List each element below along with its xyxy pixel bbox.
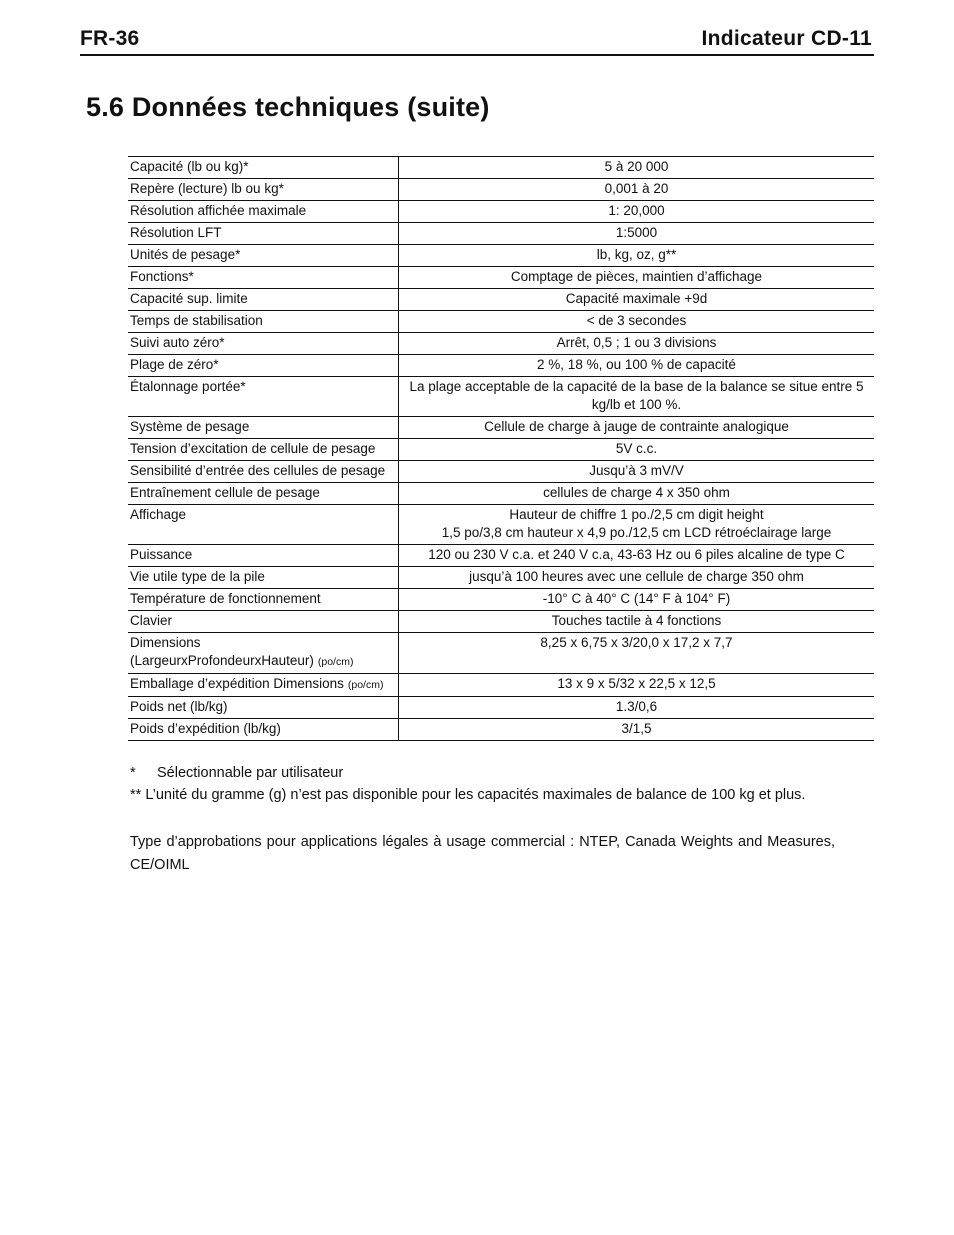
spec-row <box>128 377 874 417</box>
spec-value: -10° C à 40° C (14° F à 104° F) <box>399 589 875 611</box>
page-number: FR-36 <box>80 27 140 50</box>
spec-label-cell <box>128 333 399 355</box>
spec-value: 3/1,5 <box>399 719 875 741</box>
spec-label: Repère (lecture) lb ou kg* <box>130 181 284 196</box>
spec-value: 0,001 à 20 <box>399 179 875 201</box>
spec-label: Affichage <box>130 507 187 522</box>
spec-label-cell <box>128 223 399 245</box>
spec-row <box>128 719 874 741</box>
spec-row <box>128 417 874 439</box>
spec-value: 8,25 x 6,75 x 3/20,0 x 17,2 x 7,7 <box>399 633 875 674</box>
spec-row <box>128 333 874 355</box>
spec-label: Puissance <box>130 547 193 562</box>
spec-value: 120 ou 230 V c.a. et 240 V c.a, 43-63 Hz ou 6 piles alcaline de type C <box>399 545 875 567</box>
footnote-text: Sélectionnable par utilisateur <box>157 765 344 781</box>
spec-label-cell <box>128 483 399 505</box>
spec-label-cell <box>128 201 399 223</box>
spec-label-cell <box>128 461 399 483</box>
spec-row <box>128 355 874 377</box>
spec-row <box>128 483 874 505</box>
spec-label: Vie utile type de la pile <box>130 569 265 584</box>
specifications-table <box>128 156 874 741</box>
spec-value: Arrêt, 0,5 ; 1 ou 3 divisions <box>399 333 875 355</box>
spec-label-cell <box>128 674 399 697</box>
spec-value: 5V c.c. <box>399 439 875 461</box>
spec-row <box>128 157 874 179</box>
spec-label: Temps de stabilisation <box>130 313 263 328</box>
spec-label: Tension d’excitation de cellule de pesage <box>130 441 376 456</box>
footnotes <box>130 762 870 806</box>
spec-label: Poids d’expédition (lb/kg) <box>130 721 281 736</box>
spec-row <box>128 289 874 311</box>
spec-label: Fonctions* <box>130 269 194 284</box>
spec-value: 1.3/0,6 <box>399 697 875 719</box>
spec-label: Dimensions (LargeurxProfondeurxHauteur) <box>130 635 314 668</box>
spec-row <box>128 505 874 545</box>
spec-label: Température de fonctionnement <box>130 591 321 606</box>
spec-value: Touches tactile à 4 fonctions <box>399 611 875 633</box>
spec-label-cell <box>128 355 399 377</box>
spec-row <box>128 267 874 289</box>
spec-label-unit: (po/cm) <box>317 656 354 668</box>
spec-value: cellules de charge 4 x 350 ohm <box>399 483 875 505</box>
spec-label-cell <box>128 697 399 719</box>
spec-row <box>128 179 874 201</box>
spec-label: Unités de pesage* <box>130 247 241 262</box>
footnote <box>130 784 870 806</box>
spec-label-cell <box>128 311 399 333</box>
spec-value: lb, kg, oz, g** <box>399 245 875 267</box>
spec-label-cell <box>128 267 399 289</box>
spec-label-cell <box>128 157 399 179</box>
spec-row <box>128 545 874 567</box>
spec-row <box>128 589 874 611</box>
page-header <box>80 24 874 56</box>
spec-value: 13 x 9 x 5/32 x 22,5 x 12,5 <box>399 674 875 697</box>
spec-label: Étalonnage portée* <box>130 379 246 394</box>
spec-row <box>128 201 874 223</box>
spec-label-unit: (po/cm) <box>347 679 384 691</box>
spec-label-cell <box>128 567 399 589</box>
spec-label-cell <box>128 633 399 674</box>
spec-value: Comptage de pièces, maintien d’affichage <box>399 267 875 289</box>
footnote-marker: * <box>130 765 136 781</box>
approvals-text: Type d’approbations pour applications légales à usage commercial : NTEP, Canada Weights and Measures, CE/OIML <box>130 834 835 873</box>
spec-label: Emballage d’expédition Dimensions <box>130 676 344 691</box>
spec-label: Système de pesage <box>130 419 250 434</box>
spec-value: Jusqu’à 3 mV/V <box>399 461 875 483</box>
spec-label: Entraînement cellule de pesage <box>130 485 320 500</box>
spec-value: 1: 20,000 <box>399 201 875 223</box>
spec-label-cell <box>128 179 399 201</box>
spec-label: Clavier <box>130 613 173 628</box>
spec-label: Suivi auto zéro* <box>130 335 225 350</box>
footnote-text: L’unité du gramme (g) n’est pas disponible pour les capacités maximales de balance de 100 kg et plus. <box>145 787 806 803</box>
spec-label-cell <box>128 545 399 567</box>
spec-row <box>128 461 874 483</box>
spec-label-cell <box>128 245 399 267</box>
document-title: Indicateur CD-11 <box>701 27 872 50</box>
spec-label-cell <box>128 589 399 611</box>
spec-row <box>128 311 874 333</box>
spec-label-cell <box>128 417 399 439</box>
spec-row <box>128 697 874 719</box>
spec-label: Poids net (lb/kg) <box>130 699 228 714</box>
spec-label: Résolution LFT <box>130 225 222 240</box>
spec-row <box>128 633 874 674</box>
specifications-table-body <box>128 157 874 741</box>
spec-row <box>128 611 874 633</box>
section-title: 5.6 Données techniques (suite) <box>86 92 490 122</box>
spec-label: Résolution affichée maximale <box>130 203 307 218</box>
spec-value: Hauteur de chiffre 1 po./2,5 cm digit height 1,5 po/3,8 cm hauteur x 4,9 po./12,5 cm LCD rétroéclairage large <box>399 505 875 545</box>
spec-value: 1:5000 <box>399 223 875 245</box>
spec-label: Sensibilité d’entrée des cellules de pesage <box>130 463 386 478</box>
spec-label: Capacité sup. limite <box>130 291 248 306</box>
spec-value: < de 3 secondes <box>399 311 875 333</box>
spec-label-cell <box>128 289 399 311</box>
spec-value: jusqu’à 100 heures avec une cellule de charge 350 ohm <box>399 567 875 589</box>
footnote-marker: ** <box>130 787 142 803</box>
footnote <box>130 762 870 784</box>
spec-row <box>128 439 874 461</box>
spec-label-cell <box>128 377 399 417</box>
spec-label-cell <box>128 505 399 545</box>
spec-row <box>128 567 874 589</box>
spec-row <box>128 223 874 245</box>
spec-value: 5 à 20 000 <box>399 157 875 179</box>
spec-value: Capacité maximale +9d <box>399 289 875 311</box>
spec-label-cell <box>128 611 399 633</box>
spec-row <box>128 674 874 697</box>
spec-label: Plage de zéro* <box>130 357 219 372</box>
spec-label-cell <box>128 439 399 461</box>
spec-value: La plage acceptable de la capacité de la base de la balance se situe entre 5 kg/lb et 100 %. <box>399 377 875 417</box>
spec-label-cell <box>128 719 399 741</box>
spec-value: Cellule de charge à jauge de contrainte analogique <box>399 417 875 439</box>
spec-row <box>128 245 874 267</box>
spec-value: 2 %, 18 %, ou 100 % de capacité <box>399 355 875 377</box>
spec-label: Capacité (lb ou kg)* <box>130 159 249 174</box>
